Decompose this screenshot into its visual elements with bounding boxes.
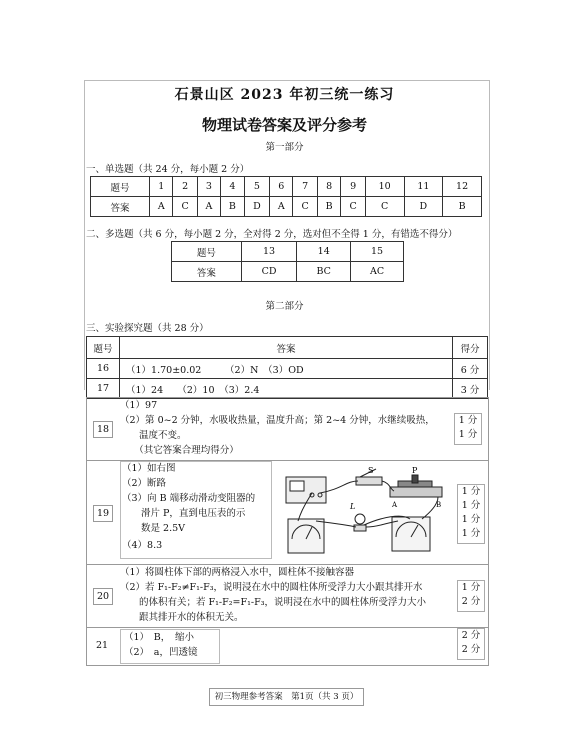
score-value: 1 分	[461, 500, 481, 511]
q20-line: （1）将圆柱体下部的两格浸入水中，圆柱体不接触容器	[120, 567, 355, 578]
q18-line: （2）第 0~2 分钟，水吸收热量，温度升高；第 2~4 分钟，水继续吸热，	[120, 415, 435, 426]
answer-cell: B	[221, 197, 245, 217]
q-number: 15	[351, 242, 404, 262]
col-header-answer: 答案	[120, 337, 453, 359]
q18-score	[454, 413, 482, 445]
circuit-diagram	[282, 463, 450, 559]
q-number: 7	[293, 177, 317, 197]
table-row	[172, 242, 404, 262]
answer-cell: C	[365, 197, 404, 217]
table-row	[87, 379, 488, 399]
q-number: 3	[197, 177, 220, 197]
row-label: 答案	[91, 197, 150, 217]
answer-cell: BC	[297, 262, 351, 282]
col-header-number: 题号	[87, 337, 120, 359]
q20-line: （2）若 F₁-F₂≠F₁-F₃，说明浸在水中的圆柱体所受浮力大小跟其排开水	[120, 582, 423, 593]
answer-cell: CD	[241, 262, 296, 282]
part2-heading: 第二部分	[265, 301, 304, 312]
q19-line: 滑片 P，直到电压表的示	[122, 508, 246, 519]
row-label: 答案	[172, 262, 242, 282]
score-value: 1 分	[458, 429, 478, 440]
q18-line: 温度不变。	[120, 430, 187, 441]
q19-line: （4）8.3	[122, 540, 163, 551]
q21-line: （2） a，凹透镜	[124, 647, 198, 658]
label-l: L	[350, 502, 356, 511]
q20-line: 跟其排开水的体积无关。	[120, 612, 244, 623]
row-label: 题号	[172, 242, 242, 262]
q-number: 8	[317, 177, 341, 197]
answer-cell: AC	[351, 262, 404, 282]
score-value: 1 分	[461, 486, 481, 497]
q20-score	[457, 580, 485, 612]
q-number: 16	[87, 359, 120, 379]
exam-title: 石景山区 2023 年初三统一练习	[174, 87, 395, 103]
q-number: 13	[241, 242, 296, 262]
part1-heading: 第一部分	[265, 142, 304, 153]
row-label: 题号	[91, 177, 150, 197]
q18-line: （其它答案合理均得分）	[120, 445, 239, 456]
col-header-score: 得分	[453, 337, 488, 359]
label-b: B	[436, 501, 442, 509]
label-a: A	[392, 501, 398, 509]
q-number: 10	[365, 177, 404, 197]
q-number: 1	[150, 177, 173, 197]
q19-number: 19	[93, 505, 113, 522]
section1-heading: 一、单选题（共 24 分，每小题 2 分）	[86, 164, 250, 175]
q19-line: 数是 2.5V	[122, 523, 185, 534]
score-value: 1 分	[461, 528, 481, 539]
q-number: 5	[244, 177, 269, 197]
answer-cell: A	[197, 197, 220, 217]
score-cell: 6 分	[453, 359, 488, 379]
experiment-table	[86, 336, 488, 399]
q-number: 12	[443, 177, 482, 197]
q19-score	[457, 484, 485, 544]
q21-number: 21	[95, 640, 109, 651]
table-row	[87, 337, 488, 359]
score-value: 1 分	[461, 582, 481, 593]
q-number: 14	[297, 242, 351, 262]
q-number: 2	[173, 177, 197, 197]
answer-cell: （1）1.70±0.02 （2）N （3）OD	[120, 359, 453, 379]
q-number: 4	[221, 177, 245, 197]
q-number: 17	[87, 379, 120, 399]
q20-number: 20	[93, 588, 113, 605]
q-number: 11	[404, 177, 443, 197]
table-row	[91, 177, 482, 197]
q18-line: （1）97	[120, 400, 158, 411]
label-p: P	[412, 466, 418, 475]
table-row	[87, 359, 488, 379]
page-footer: 初三物理参考答案 第1页（共 3 页）	[209, 688, 364, 706]
answer-cell: D	[244, 197, 269, 217]
q21-line: （1） B， 缩小	[124, 632, 195, 643]
score-value: 2 分	[461, 630, 481, 641]
section2-heading: 二、多选题（共 6 分，每小题 2 分，全对得 2 分，选对但不全得 1 分，有错选不得分）	[86, 229, 458, 240]
q19-line: （2）断路	[122, 478, 167, 489]
score-value: 1 分	[458, 415, 478, 426]
answer-cell: B	[317, 197, 341, 217]
answer-cell: （1）24 （2）10 （3）2.4	[120, 379, 453, 399]
q-number: 6	[270, 177, 293, 197]
q-number: 9	[341, 177, 365, 197]
exam-subtitle: 物理试卷答案及评分参考	[201, 116, 367, 134]
q19-line: （3）向 B 端移动滑动变阻器的	[122, 493, 256, 504]
answer-cell: A	[150, 197, 173, 217]
table-row	[172, 262, 404, 282]
section3-heading: 三、实验探究题（共 28 分）	[86, 323, 209, 334]
answer-cell: B	[443, 197, 482, 217]
score-value: 1 分	[461, 514, 481, 525]
q21-score	[457, 628, 485, 660]
answer-cell: A	[270, 197, 293, 217]
table-row	[91, 197, 482, 217]
label-s: S	[368, 466, 374, 475]
multi-choice-table	[171, 241, 404, 282]
q18-number: 18	[93, 421, 113, 438]
single-choice-table	[90, 176, 482, 217]
score-cell: 3 分	[453, 379, 488, 399]
answer-cell: C	[173, 197, 197, 217]
score-value: 2 分	[461, 596, 481, 607]
answer-cell: C	[293, 197, 317, 217]
answer-cell: D	[404, 197, 443, 217]
q20-line: 的体积有关；若 F₁-F₂=F₁-F₃，说明浸在水中的圆柱体所受浮力大小	[120, 597, 427, 608]
answer-cell: C	[341, 197, 365, 217]
q19-line: （1）如右图	[122, 463, 176, 474]
score-value: 2 分	[461, 644, 481, 655]
